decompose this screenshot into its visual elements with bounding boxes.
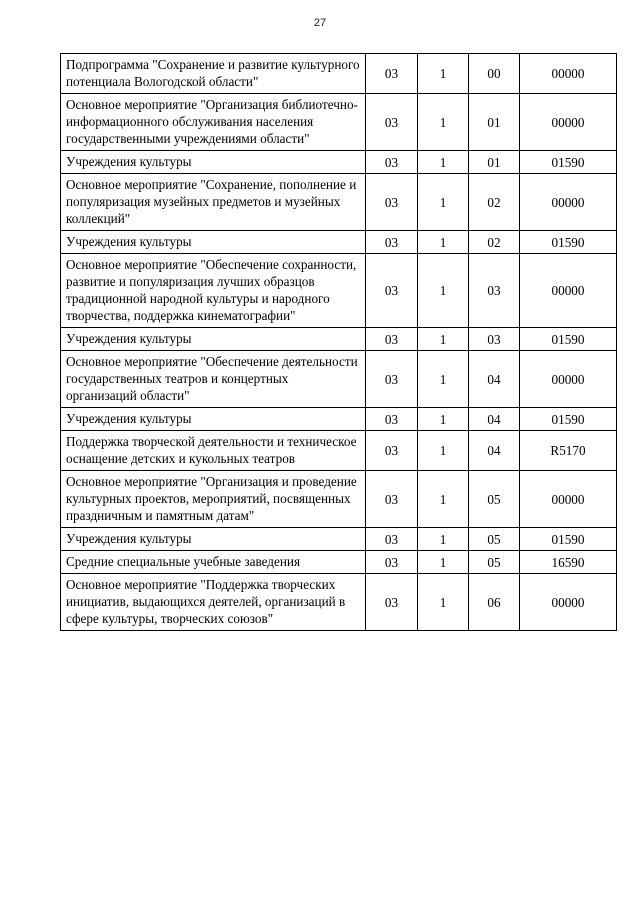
cell-name: Основное мероприятие "Сохранение, пополнение и популяризация музейных предметов и музейных коллекций" [61, 174, 366, 231]
cell-direction: 01590 [520, 408, 617, 431]
cell-section: 03 [366, 408, 418, 431]
table-row [61, 471, 617, 528]
cell-section: 03 [366, 528, 418, 551]
cell-subprogram: 1 [418, 528, 469, 551]
table-row [61, 351, 617, 408]
cell-event: 05 [469, 528, 520, 551]
cell-event: 03 [469, 254, 520, 328]
cell-subprogram: 1 [418, 231, 469, 254]
cell-name: Основное мероприятие "Поддержка творческих инициатив, выдающихся деятелей, организаций в сфере культуры, творческих союзов" [61, 574, 366, 631]
cell-section: 03 [366, 574, 418, 631]
cell-direction: 00000 [520, 174, 617, 231]
table-row [61, 231, 617, 254]
cell-section: 03 [366, 551, 418, 574]
cell-event: 02 [469, 231, 520, 254]
cell-subprogram: 1 [418, 94, 469, 151]
table-row [61, 408, 617, 431]
cell-name: Подпрограмма "Сохранение и развитие культурного потенциала Вологодской области" [61, 54, 366, 94]
cell-subprogram: 1 [418, 174, 469, 231]
table-row [61, 328, 617, 351]
page-number: 27 [313, 17, 327, 29]
cell-subprogram: 1 [418, 328, 469, 351]
table-row [61, 54, 617, 94]
cell-subprogram: 1 [418, 431, 469, 471]
table-row [61, 254, 617, 328]
cell-name: Учреждения культуры [61, 328, 366, 351]
cell-section: 03 [366, 94, 418, 151]
cell-event: 05 [469, 551, 520, 574]
cell-direction: R5170 [520, 431, 617, 471]
table-row [61, 151, 617, 174]
cell-name: Основное мероприятие "Обеспечение деятельности государственных театров и концертных организаций области" [61, 351, 366, 408]
cell-section: 03 [366, 174, 418, 231]
cell-direction: 01590 [520, 528, 617, 551]
cell-subprogram: 1 [418, 574, 469, 631]
cell-name: Поддержка творческой деятельности и техническое оснащение детских и кукольных театров [61, 431, 366, 471]
cell-name: Средние специальные учебные заведения [61, 551, 366, 574]
cell-direction: 01590 [520, 231, 617, 254]
cell-event: 00 [469, 54, 520, 94]
cell-section: 03 [366, 351, 418, 408]
cell-section: 03 [366, 328, 418, 351]
cell-subprogram: 1 [418, 471, 469, 528]
cell-section: 03 [366, 231, 418, 254]
cell-direction: 00000 [520, 54, 617, 94]
cell-subprogram: 1 [418, 254, 469, 328]
cell-subprogram: 1 [418, 551, 469, 574]
table-row [61, 431, 617, 471]
table-body [61, 54, 617, 631]
cell-direction: 01590 [520, 328, 617, 351]
cell-section: 03 [366, 431, 418, 471]
cell-name: Учреждения культуры [61, 231, 366, 254]
table-row [61, 574, 617, 631]
cell-section: 03 [366, 151, 418, 174]
cell-name: Основное мероприятие "Организация библиотечно-информационного обслуживания населения государственными учреждениями области" [61, 94, 366, 151]
cell-direction: 00000 [520, 94, 617, 151]
cell-name: Основное мероприятие "Обеспечение сохранности, развитие и популяризация лучших образцов традиционной народной культуры и народного творчества, поддержка кинематографии" [61, 254, 366, 328]
table-row [61, 551, 617, 574]
cell-direction: 00000 [520, 471, 617, 528]
cell-event: 06 [469, 574, 520, 631]
table-row [61, 174, 617, 231]
cell-direction: 01590 [520, 151, 617, 174]
cell-subprogram: 1 [418, 151, 469, 174]
cell-event: 04 [469, 351, 520, 408]
cell-subprogram: 1 [418, 408, 469, 431]
cell-name: Учреждения культуры [61, 408, 366, 431]
cell-name: Учреждения культуры [61, 528, 366, 551]
cell-section: 03 [366, 471, 418, 528]
cell-section: 03 [366, 254, 418, 328]
cell-direction: 16590 [520, 551, 617, 574]
cell-event: 01 [469, 151, 520, 174]
cell-event: 04 [469, 408, 520, 431]
cell-event: 04 [469, 431, 520, 471]
cell-subprogram: 1 [418, 351, 469, 408]
cell-subprogram: 1 [418, 54, 469, 94]
budget-classification-table [60, 53, 617, 631]
cell-name: Основное мероприятие "Организация и проведение культурных проектов, мероприятий, посвященных праздничным и памятным датам" [61, 471, 366, 528]
cell-event: 05 [469, 471, 520, 528]
cell-event: 01 [469, 94, 520, 151]
cell-event: 02 [469, 174, 520, 231]
table-row [61, 94, 617, 151]
cell-direction: 00000 [520, 254, 617, 328]
cell-section: 03 [366, 54, 418, 94]
cell-direction: 00000 [520, 574, 617, 631]
cell-event: 03 [469, 328, 520, 351]
cell-name: Учреждения культуры [61, 151, 366, 174]
table-row [61, 528, 617, 551]
cell-direction: 00000 [520, 351, 617, 408]
